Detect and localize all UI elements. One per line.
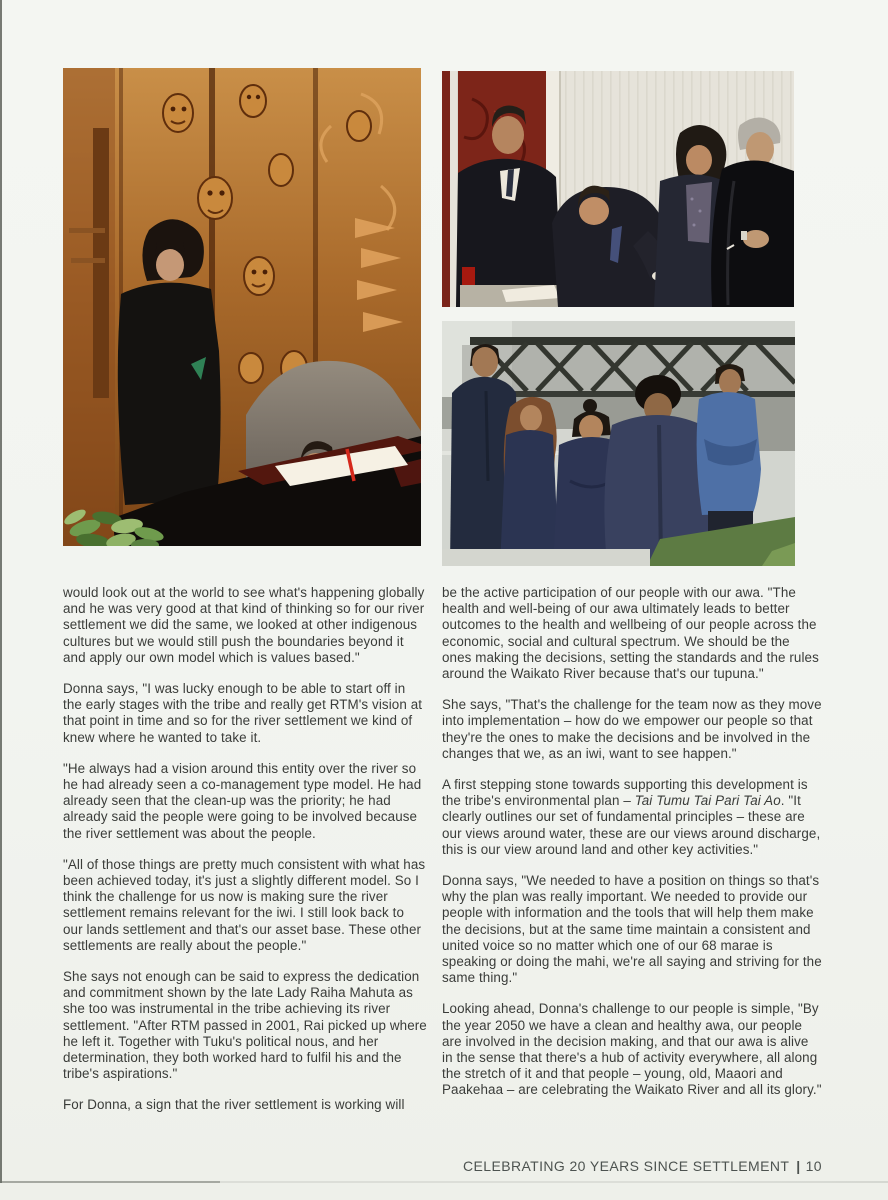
paragraph: Donna says, "I was lucky enough to be able to start off in the early stages with the tribe and really get RTM's vision at that point in time and so for the river settlement we kind of knew where he wanted to take it. [63,681,423,745]
right-text-column [442,585,822,1114]
scan-edge-bottom [0,1181,888,1183]
paragraph: She says, "That's the challenge for the team now as they move into implementation – how do we empower our people so that they're the ones to make the decisions and be involved in the changes that we, as an iwi, want to see happen." [442,697,822,761]
paragraph-text: . "It clearly outlines our set of fundamental principles – these are our views around water, these are our views around discharge, this is our view around land and other key activities." [442,793,821,857]
page-number: 10 [805,1158,822,1174]
footer-title: CELEBRATING 20 YEARS SINCE SETTLEMENT [463,1158,790,1174]
paragraph: Donna says, "We needed to have a position on things so that's why the plan was really important. We needed to provide our people with information and the tools that will help them make the decisions, but at the same time maintain a consistent and united voice so no matter which one of our 68 marae is speaking or doing the mahi, we're all saying and striving for the same thing." [442,873,822,986]
photo-left-signing [63,68,421,546]
paragraph: would look out at the world to see what's happening globally and he was very good at that kind of thinking so for our river settlement we did the same, we looked at other indigenous cultures but we would still push the boundaries beyond it and apply our own model which is values based." [63,585,425,665]
paragraph: She says not enough can be said to express the dedication and commitment shown by the late Lady Raiha Mahuta as she too was instrumental in the tribe achieving its river settlement. "After RTM passed in 2001, Rai picked up where he left it. Together with Tuku's political nous, and her determination, they both worked hard to fulfil his and the tribe's aspirations." [63,969,427,1082]
paragraph-text: A first stepping stone towards supporting this development is the tribe's environmental plan – [442,777,808,809]
footer-separator: | [796,1158,801,1174]
photo-left-art [63,68,421,546]
photo-top-right-ceremony [442,71,794,307]
paragraph: "All of those things are pretty much consistent with what has been achieved today, it's just a slightly different model. So I think the challenge for us now is making sure the river settlement remains relevant for the iwi. I still look back to our lands settlement and that's our asset base. These other settlements are really about the people." [63,856,426,953]
photo-bottom-right-group [442,321,795,566]
paragraph: Looking ahead, Donna's challenge to our people is simple, "By the year 2050 we have a clean and healthy awa, our people are involved in the decision making, and that our awa is alive in the sense that there's a hub of activity everywhere, all along the stretch of it and that people – young, old, Maaori and Paakehaa – are celebrating the Waikato River and all its glory." [442,1001,822,1098]
wristwatch [741,231,747,240]
photo-top-right-art [442,71,794,307]
paragraph: be the active participation of our people with our awa. "The health and well-being of our awa ultimately leads to better outcomes to the health and wellbeing of our people across the economic, social and cultural spectrum. We should be the ones making the decisions, setting the standards and the rules around the Waikato River because that's our tupuna." [442,585,819,682]
paragraph [442,777,822,858]
left-text-column [63,585,427,1129]
paragraph: For Donna, a sign that the river settlement is working will [63,1097,405,1113]
paragraph: "He always had a vision around this entity over the river so he had already seen a co-management type model. He had already seen that the clean-up was the priority; he had already said the people were going to be involved because the river settlement was about the people. [63,760,422,841]
photo-bottom-right-art [442,321,795,566]
woman-long-hair [500,397,559,566]
page-footer [463,1158,822,1174]
scan-edge-left [0,0,2,1183]
environmental-plan-title: Tai Tumu Tai Pari Tai Ao [634,793,781,809]
